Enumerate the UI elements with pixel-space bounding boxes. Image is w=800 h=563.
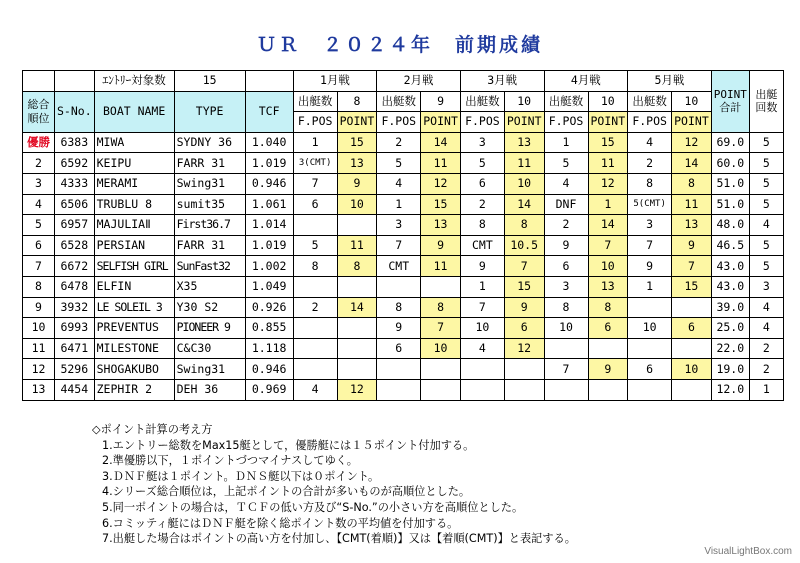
fpos-cell: 7 — [628, 235, 672, 256]
note-item: 6.コミッティ艇にはＤＮＦ艇を除く総ポイント数の平均値を付加する。 — [102, 516, 459, 530]
count-cell: 4 — [749, 215, 783, 236]
type-cell: Swing31 — [174, 173, 245, 194]
point-cell: 11 — [421, 153, 461, 174]
starters-label: 出艇数 — [293, 91, 337, 112]
fpos-cell: 2 — [544, 215, 588, 236]
point-cell: 7 — [672, 256, 712, 277]
fpos-cell: 6 — [377, 338, 421, 359]
count-cell: 2 — [749, 338, 783, 359]
point-cell — [337, 338, 377, 359]
type-cell: X35 — [174, 276, 245, 297]
starters-value: 10 — [672, 91, 712, 112]
point-cell: 11 — [504, 153, 544, 174]
fpos-cell: 8 — [460, 215, 504, 236]
note-item: 1.エントリー総数をMax15艇として，優勝艇には１５ポイント付加する。 — [102, 438, 475, 452]
fpos-cell: 3(CMT) — [293, 153, 337, 174]
point-cell — [421, 379, 461, 400]
table-row — [23, 153, 784, 174]
boat-name-cell: MERAMI — [94, 173, 174, 194]
note-item: 2.準優勝以下，１ポイントづつマイナスしてゆく。 — [102, 454, 358, 468]
point-header: POINT — [672, 112, 712, 133]
point-cell — [672, 338, 712, 359]
sno-header: S-No. — [55, 91, 95, 132]
boat-name-cell: MILESTONE — [94, 338, 174, 359]
boat-name-cell: MIWA — [94, 132, 174, 153]
total-header: POINT合計 — [711, 71, 749, 133]
type-cell: DEH 36 — [174, 379, 245, 400]
tcf-cell: 1.040 — [245, 132, 293, 153]
fpos-cell: CMT — [377, 256, 421, 277]
fpos-cell: 8 — [293, 256, 337, 277]
header-row-2 — [23, 91, 784, 112]
total-cell: 12.0 — [711, 379, 749, 400]
type-cell: FARR 31 — [174, 153, 245, 174]
fpos-cell: CMT — [460, 235, 504, 256]
point-cell: 15 — [337, 132, 377, 153]
rank-cell: 11 — [23, 338, 55, 359]
point-cell: 9 — [588, 359, 628, 380]
fpos-header: F.POS — [377, 112, 421, 133]
type-cell: C&C30 — [174, 338, 245, 359]
point-cell: 12 — [672, 132, 712, 153]
fpos-header: F.POS — [293, 112, 337, 133]
fpos-cell: 5 — [377, 153, 421, 174]
race-1-header: 1月戦 — [293, 71, 377, 92]
table-row — [23, 338, 784, 359]
point-header: POINT — [504, 112, 544, 133]
point-cell: 8 — [672, 173, 712, 194]
fpos-cell — [460, 379, 504, 400]
count-cell: 2 — [749, 359, 783, 380]
rank-cell: 4 — [23, 194, 55, 215]
point-cell: 9 — [337, 173, 377, 194]
table-row — [23, 276, 784, 297]
count-cell: 3 — [749, 276, 783, 297]
boat-name-cell: ZEPHIR 2 — [94, 379, 174, 400]
count-cell: 5 — [749, 235, 783, 256]
count-cell: 1 — [749, 379, 783, 400]
point-cell: 10 — [672, 359, 712, 380]
race-3-header: 3月戦 — [460, 71, 544, 92]
starters-value: 10 — [504, 91, 544, 112]
fpos-cell: 4 — [628, 132, 672, 153]
count-cell: 5 — [749, 173, 783, 194]
fpos-cell: 1 — [293, 132, 337, 153]
point-cell: 7 — [504, 256, 544, 277]
point-cell: 6 — [672, 318, 712, 339]
tcf-cell: 0.855 — [245, 318, 293, 339]
point-cell: 9 — [504, 297, 544, 318]
total-cell: 69.0 — [711, 132, 749, 153]
boat-name-cell: SHOGAKUBO — [94, 359, 174, 380]
point-cell: 14 — [337, 297, 377, 318]
total-cell: 19.0 — [711, 359, 749, 380]
tcf-cell: 0.946 — [245, 173, 293, 194]
point-cell: 14 — [588, 215, 628, 236]
points-notes — [92, 422, 576, 547]
note-item: 7.出艇した場合はポイントの高い方を付加し、【CMT(着順)】又は【着順(CMT)】と表記する。 — [102, 532, 576, 546]
fpos-cell: DNF — [544, 194, 588, 215]
boat-name-cell: PERSIAN — [94, 235, 174, 256]
starters-value: 10 — [588, 91, 628, 112]
tcf-cell: 1.049 — [245, 276, 293, 297]
fpos-cell: 2 — [460, 194, 504, 215]
fpos-header: F.POS — [628, 112, 672, 133]
boat-name-cell: ELFIN — [94, 276, 174, 297]
point-cell — [672, 297, 712, 318]
fpos-cell: 5 — [544, 153, 588, 174]
total-cell: 39.0 — [711, 297, 749, 318]
fpos-cell: 1 — [377, 194, 421, 215]
point-header: POINT — [421, 112, 461, 133]
fpos-cell: 7 — [377, 235, 421, 256]
fpos-cell: 10 — [460, 318, 504, 339]
sno-cell: 6672 — [55, 256, 95, 277]
point-cell: 6 — [588, 318, 628, 339]
tcf-cell: 0.926 — [245, 297, 293, 318]
sno-cell: 3932 — [55, 297, 95, 318]
point-cell: 10 — [337, 194, 377, 215]
boat-name-cell: LE SOLEIL 3 — [94, 297, 174, 318]
entry-label: ｴﾝﾄﾘｰ対象数 — [94, 71, 174, 92]
fpos-cell: 3 — [628, 215, 672, 236]
race-4-header: 4月戦 — [544, 71, 628, 92]
type-header: TYPE — [174, 91, 245, 132]
point-header: POINT — [337, 112, 377, 133]
fpos-header: F.POS — [460, 112, 504, 133]
point-cell — [337, 276, 377, 297]
rank-cell: 12 — [23, 359, 55, 380]
total-cell: 60.0 — [711, 153, 749, 174]
point-cell: 12 — [588, 173, 628, 194]
point-cell: 15 — [421, 194, 461, 215]
boat-header: BOAT NAME — [94, 91, 174, 132]
tcf-cell: 1.014 — [245, 215, 293, 236]
count-header: 出艇回数 — [749, 71, 783, 133]
fpos-cell: 1 — [544, 132, 588, 153]
type-cell: SYDNY 36 — [174, 132, 245, 153]
type-cell: sumit35 — [174, 194, 245, 215]
notes-heading: ◇ポイント計算の考え方 — [92, 423, 213, 436]
header-blank — [245, 71, 293, 92]
table-row — [23, 235, 784, 256]
total-cell: 48.0 — [711, 215, 749, 236]
point-cell — [337, 318, 377, 339]
fpos-cell: 8 — [377, 297, 421, 318]
point-cell — [504, 379, 544, 400]
point-cell: 14 — [421, 132, 461, 153]
fpos-cell: 1 — [628, 276, 672, 297]
point-cell: 11 — [588, 153, 628, 174]
point-cell: 15 — [672, 276, 712, 297]
fpos-cell: 7 — [544, 359, 588, 380]
type-cell: First36.7 — [174, 215, 245, 236]
point-cell: 12 — [421, 173, 461, 194]
point-cell: 9 — [421, 235, 461, 256]
type-cell: SunFast32 — [174, 256, 245, 277]
note-item: 4.シリーズ総合順位は，上記ポイントの合計が多いものが高順位とした。 — [102, 485, 471, 499]
point-cell: 8 — [588, 297, 628, 318]
sno-cell: 6478 — [55, 276, 95, 297]
fpos-cell — [293, 318, 337, 339]
sno-cell: 6528 — [55, 235, 95, 256]
point-cell: 12 — [337, 379, 377, 400]
rank-cell: 6 — [23, 235, 55, 256]
fpos-cell: 3 — [460, 132, 504, 153]
point-cell: 14 — [504, 194, 544, 215]
fpos-cell: 6 — [544, 256, 588, 277]
boat-name-cell: KEIPU — [94, 153, 174, 174]
point-cell — [588, 338, 628, 359]
sno-cell: 6383 — [55, 132, 95, 153]
point-cell: 8 — [504, 215, 544, 236]
fpos-cell — [544, 379, 588, 400]
point-cell: 12 — [504, 338, 544, 359]
starters-label: 出艇数 — [460, 91, 504, 112]
point-cell — [337, 359, 377, 380]
fpos-cell: 7 — [460, 297, 504, 318]
fpos-cell — [377, 359, 421, 380]
type-cell: Y30 S2 — [174, 297, 245, 318]
rank-cell: 優勝 — [23, 132, 55, 153]
fpos-cell: 6 — [293, 194, 337, 215]
boat-name-cell: PREVENTUS — [94, 318, 174, 339]
note-item: 5.同一ポイントの場合は，ＴＣＦの低い方及び“S-No.”の小さい方を高順位とした。 — [102, 500, 524, 514]
fpos-cell: 4 — [293, 379, 337, 400]
point-cell: 10.5 — [504, 235, 544, 256]
count-cell: 4 — [749, 297, 783, 318]
type-cell: PIONEER 9 — [174, 318, 245, 339]
race-5-header: 5月戦 — [628, 71, 712, 92]
header-blank — [55, 71, 95, 92]
total-cell: 43.0 — [711, 276, 749, 297]
page-title: ＵＲ ２０２４年 前期成績 — [256, 34, 543, 56]
point-cell: 15 — [588, 132, 628, 153]
point-cell: 6 — [504, 318, 544, 339]
fpos-cell: 5 — [293, 235, 337, 256]
point-cell: 13 — [588, 276, 628, 297]
point-cell: 10 — [504, 173, 544, 194]
fpos-cell — [293, 338, 337, 359]
fpos-cell: 8 — [544, 297, 588, 318]
tcf-header: TCF — [245, 91, 293, 132]
table-row — [23, 359, 784, 380]
point-cell: 8 — [421, 297, 461, 318]
tcf-cell: 1.118 — [245, 338, 293, 359]
point-cell — [421, 276, 461, 297]
point-cell: 8 — [337, 256, 377, 277]
fpos-cell — [544, 338, 588, 359]
point-cell: 9 — [672, 235, 712, 256]
boat-name-cell: SELFISH GIRL — [94, 256, 174, 277]
fpos-header: F.POS — [544, 112, 588, 133]
rank-cell: 13 — [23, 379, 55, 400]
fpos-cell — [460, 359, 504, 380]
starters-label: 出艇数 — [628, 91, 672, 112]
sno-cell: 6957 — [55, 215, 95, 236]
tcf-cell: 0.969 — [245, 379, 293, 400]
tcf-cell: 1.019 — [245, 235, 293, 256]
fpos-cell: 4 — [544, 173, 588, 194]
point-cell: 13 — [672, 215, 712, 236]
fpos-cell: 9 — [628, 256, 672, 277]
table-row — [23, 173, 784, 194]
table-row — [23, 318, 784, 339]
point-cell: 7 — [421, 318, 461, 339]
fpos-cell — [293, 215, 337, 236]
point-cell: 14 — [672, 153, 712, 174]
type-cell: Swing31 — [174, 359, 245, 380]
fpos-cell: 10 — [628, 318, 672, 339]
race-2-header: 2月戦 — [377, 71, 461, 92]
point-cell — [672, 379, 712, 400]
header-row-1 — [23, 71, 784, 92]
starters-value: 9 — [421, 91, 461, 112]
point-cell — [504, 359, 544, 380]
fpos-cell: 7 — [293, 173, 337, 194]
point-cell: 13 — [337, 153, 377, 174]
tcf-cell: 0.946 — [245, 359, 293, 380]
total-cell: 51.0 — [711, 194, 749, 215]
rank-header: 総合順位 — [23, 91, 55, 132]
sno-cell: 4454 — [55, 379, 95, 400]
entry-count: 15 — [174, 71, 245, 92]
count-cell: 4 — [749, 318, 783, 339]
starters-label: 出艇数 — [544, 91, 588, 112]
sno-cell: 4333 — [55, 173, 95, 194]
starters-value: 8 — [337, 91, 377, 112]
sno-cell: 6506 — [55, 194, 95, 215]
sno-cell: 6592 — [55, 153, 95, 174]
table-row — [23, 194, 784, 215]
tcf-cell: 1.061 — [245, 194, 293, 215]
results-table — [22, 70, 784, 401]
point-cell: 13 — [504, 132, 544, 153]
fpos-cell: 5(CMT) — [628, 194, 672, 215]
type-cell: FARR 31 — [174, 235, 245, 256]
sno-cell: 6471 — [55, 338, 95, 359]
point-cell — [588, 379, 628, 400]
fpos-cell — [628, 379, 672, 400]
note-item: 3.ＤＮＦ艇は１ポイント。ＤＮＳ艇以下は０ポイント。 — [102, 469, 380, 483]
count-cell: 5 — [749, 194, 783, 215]
point-cell: 13 — [421, 215, 461, 236]
fpos-cell — [293, 359, 337, 380]
point-cell: 10 — [588, 256, 628, 277]
fpos-cell: 4 — [460, 338, 504, 359]
count-cell: 5 — [749, 153, 783, 174]
point-cell — [337, 215, 377, 236]
sno-cell: 5296 — [55, 359, 95, 380]
rank-cell: 10 — [23, 318, 55, 339]
fpos-cell: 2 — [377, 132, 421, 153]
point-cell: 10 — [421, 338, 461, 359]
rank-cell: 9 — [23, 297, 55, 318]
fpos-cell: 5 — [460, 153, 504, 174]
sno-cell: 6993 — [55, 318, 95, 339]
fpos-cell: 8 — [628, 173, 672, 194]
point-cell: 7 — [588, 235, 628, 256]
point-cell: 11 — [337, 235, 377, 256]
point-cell — [421, 359, 461, 380]
fpos-cell — [628, 297, 672, 318]
fpos-cell: 6 — [628, 359, 672, 380]
total-cell: 43.0 — [711, 256, 749, 277]
fpos-cell — [628, 338, 672, 359]
total-cell: 46.5 — [711, 235, 749, 256]
fpos-cell: 2 — [628, 153, 672, 174]
total-cell: 25.0 — [711, 318, 749, 339]
fpos-cell: 9 — [377, 318, 421, 339]
total-cell: 51.0 — [711, 173, 749, 194]
rank-cell: 7 — [23, 256, 55, 277]
point-cell: 11 — [421, 256, 461, 277]
table-row — [23, 256, 784, 277]
starters-label: 出艇数 — [377, 91, 421, 112]
fpos-cell: 10 — [544, 318, 588, 339]
table-row — [23, 297, 784, 318]
point-cell: 15 — [504, 276, 544, 297]
table-row — [23, 215, 784, 236]
watermark: VisualLightBox.com — [704, 546, 792, 557]
header-blank — [23, 71, 55, 92]
fpos-cell — [377, 379, 421, 400]
rank-cell: 5 — [23, 215, 55, 236]
fpos-cell: 3 — [377, 215, 421, 236]
fpos-cell: 6 — [460, 173, 504, 194]
rank-cell: 8 — [23, 276, 55, 297]
point-cell: 1 — [588, 194, 628, 215]
fpos-cell: 2 — [293, 297, 337, 318]
table-row — [23, 132, 784, 153]
fpos-cell: 1 — [460, 276, 504, 297]
fpos-cell — [293, 276, 337, 297]
tcf-cell: 1.019 — [245, 153, 293, 174]
total-cell: 22.0 — [711, 338, 749, 359]
table-row — [23, 379, 784, 400]
boat-name-cell: MAJULIAⅡ — [94, 215, 174, 236]
fpos-cell: 9 — [460, 256, 504, 277]
boat-name-cell: TRUBLU 8 — [94, 194, 174, 215]
point-cell: 11 — [672, 194, 712, 215]
fpos-cell: 9 — [544, 235, 588, 256]
fpos-cell: 3 — [544, 276, 588, 297]
count-cell: 5 — [749, 256, 783, 277]
fpos-cell — [377, 276, 421, 297]
fpos-cell: 4 — [377, 173, 421, 194]
point-header: POINT — [588, 112, 628, 133]
count-cell: 5 — [749, 132, 783, 153]
tcf-cell: 1.002 — [245, 256, 293, 277]
rank-cell: 3 — [23, 173, 55, 194]
rank-cell: 2 — [23, 153, 55, 174]
